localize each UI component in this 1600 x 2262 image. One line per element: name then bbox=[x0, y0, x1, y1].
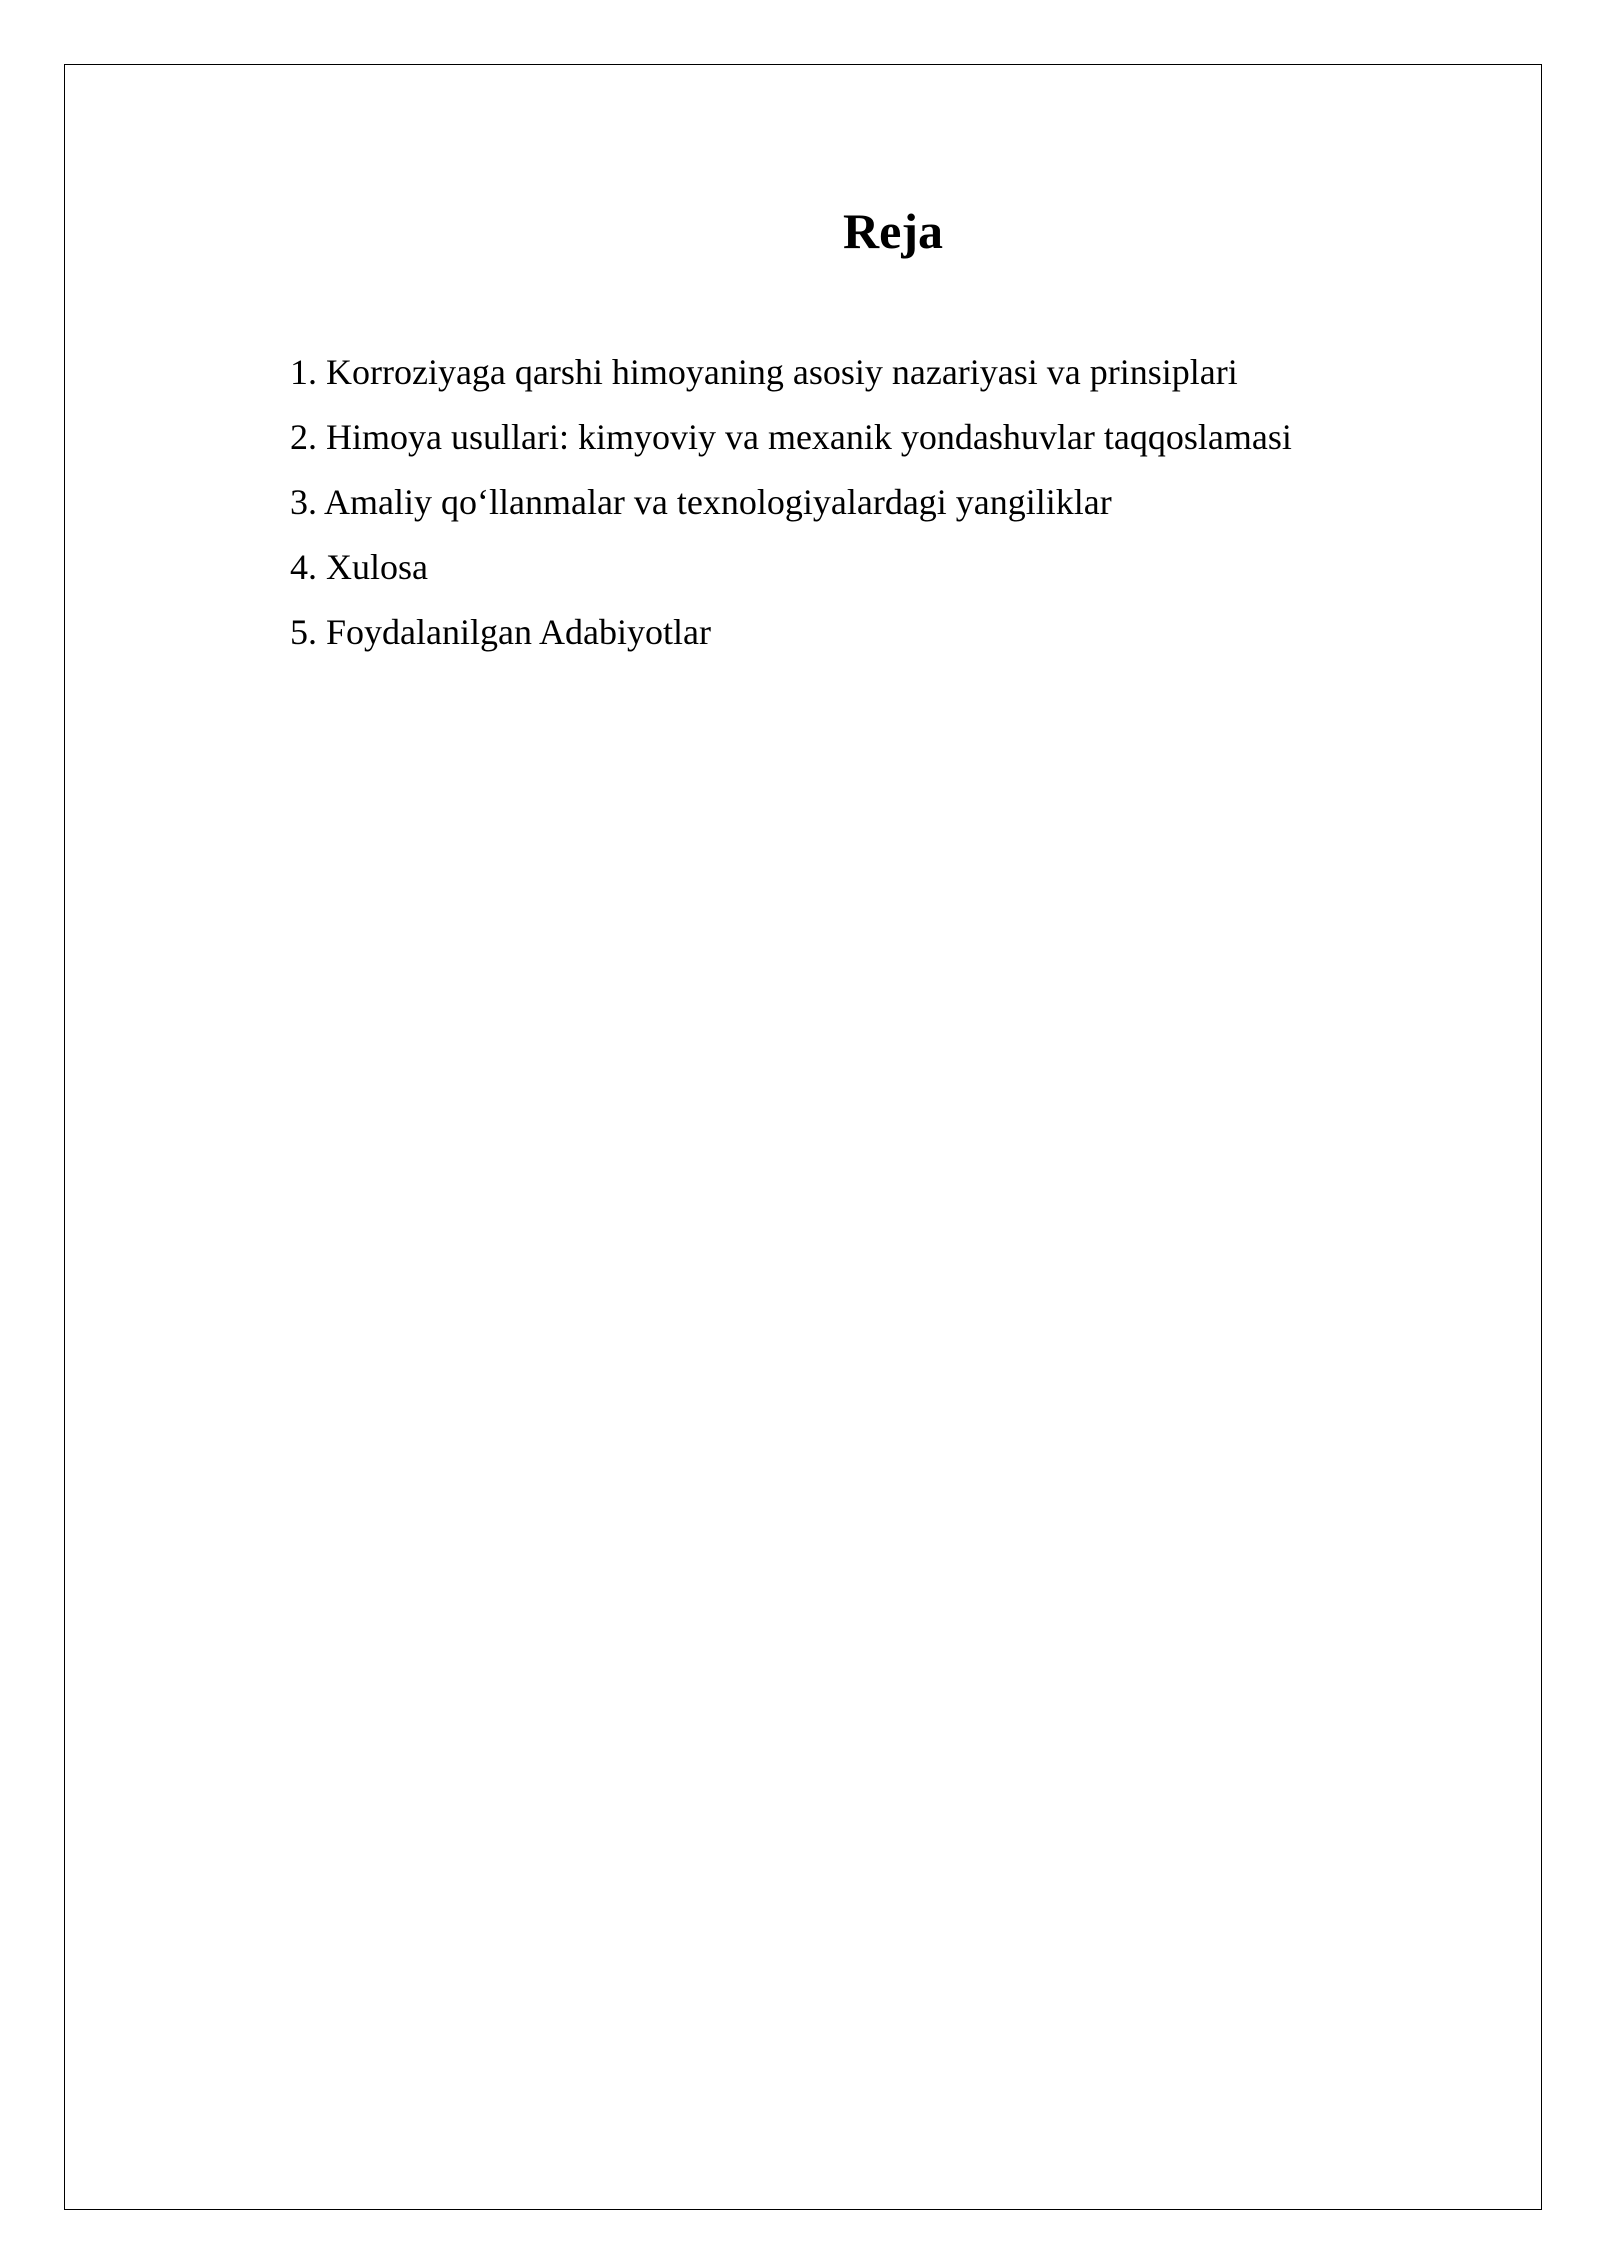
list-item-text: Korroziyaga qarshi himoyaning asosiy nazariyasi va prinsiplari bbox=[326, 352, 1238, 392]
list-item bbox=[290, 470, 1292, 535]
list-item bbox=[290, 600, 1292, 665]
page-title: Reja bbox=[843, 203, 943, 259]
list-item bbox=[290, 405, 1292, 470]
list-item bbox=[290, 535, 1292, 600]
list-item-text: Himoya usullari: kimyoviy va mexanik yondashuvlar taqqoslamasi bbox=[326, 417, 1292, 457]
list-item-number: 3. bbox=[290, 482, 317, 522]
list-item-text: Xulosa bbox=[326, 547, 428, 587]
list-item-text: Amaliy qo‘llanmalar va texnologiyalardagi yangiliklar bbox=[324, 482, 1112, 522]
list-item bbox=[290, 340, 1292, 405]
list-item-number: 5. bbox=[290, 612, 317, 652]
list-item-text: Foydalanilgan Adabiyotlar bbox=[326, 612, 711, 652]
plan-list bbox=[290, 340, 1292, 665]
list-item-number: 1. bbox=[290, 352, 317, 392]
list-item-number: 4. bbox=[290, 547, 317, 587]
list-item-number: 2. bbox=[290, 417, 317, 457]
